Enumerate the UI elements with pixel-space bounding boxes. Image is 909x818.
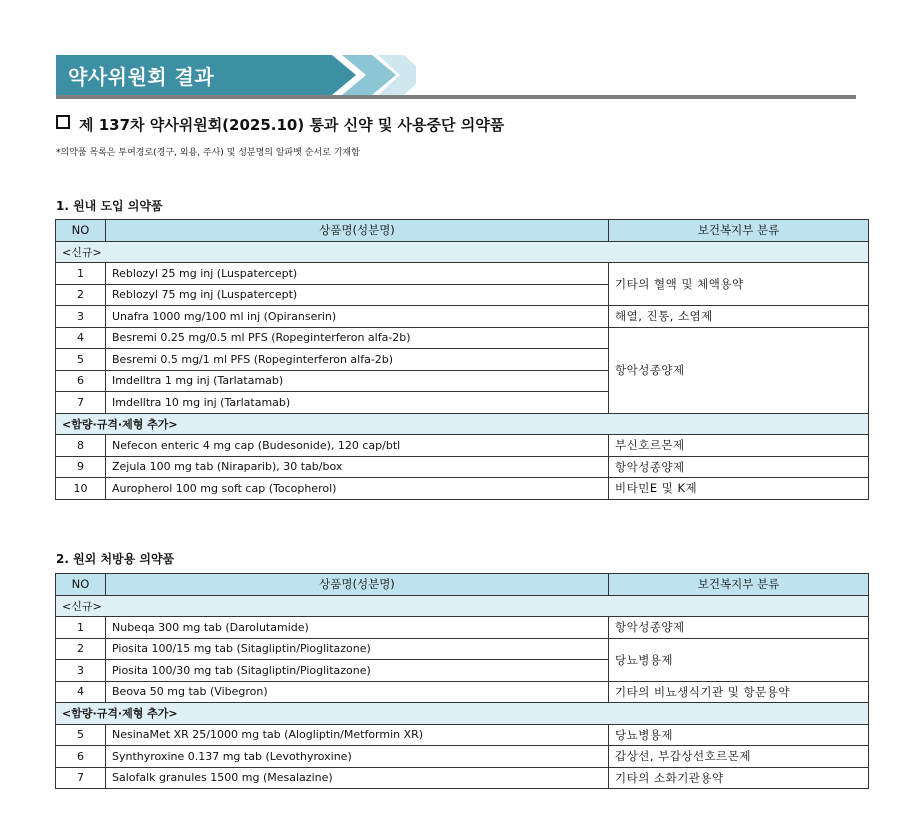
table-row [56, 327, 869, 349]
row-product: Imdelltra 1 mg inj (Tarlatamab) [106, 370, 609, 392]
table-row [56, 767, 869, 789]
row-no: 2 [56, 638, 106, 660]
row-classification: 항악성종양제 [609, 456, 869, 478]
row-product: Auropherol 100 mg soft cap (Tocopherol) [106, 478, 609, 500]
table-header-row [56, 220, 869, 242]
table-row [56, 617, 869, 639]
page-note: *의약품 목록은 투여경로(경구, 외용, 주사) 및 성분명의 알파벳 순서로 기재함 [56, 148, 360, 158]
row-no: 7 [56, 767, 106, 789]
row-no: 5 [56, 349, 106, 371]
header-no: NO [56, 574, 106, 596]
header-product: 상품명(성분명) [106, 220, 609, 242]
row-classification: 기타의 소화기관용약 [609, 767, 869, 789]
table-row [56, 456, 869, 478]
row-classification: 당뇨병용제 [609, 638, 869, 681]
row-no: 2 [56, 284, 106, 306]
row-product: Piosita 100/15 mg tab (Sitagliptin/Pioglitazone) [106, 638, 609, 660]
row-classification: 항악성종양제 [609, 327, 869, 413]
section1-table [55, 219, 869, 500]
header-classification: 보건복지부 분류 [609, 574, 869, 596]
row-product: Besremi 0.5 mg/1 ml PFS (Ropeginterferon alfa-2b) [106, 349, 609, 371]
row-no: 3 [56, 306, 106, 328]
group-label: <함량·규격·제형 추가> [56, 413, 869, 435]
banner-title: 약사위원회 결과 [68, 65, 215, 89]
section2-title: 2. 원외 처방용 의약품 [56, 552, 175, 566]
page-heading-text: 제 137차 약사위원회(2025.10) 통과 신약 및 사용중단 의약품 [79, 116, 505, 134]
row-no: 6 [56, 746, 106, 768]
row-classification: 기타의 비뇨생식기관 및 항문용약 [609, 681, 869, 703]
page-heading [56, 114, 504, 135]
row-product: Besremi 0.25 mg/0.5 ml PFS (Ropeginterferon alfa-2b) [106, 327, 609, 349]
row-product: Reblozyl 25 mg inj (Luspatercept) [106, 263, 609, 285]
row-no: 3 [56, 660, 106, 682]
row-product: Beova 50 mg tab (Vibegron) [106, 681, 609, 703]
row-product: Unafra 1000 mg/100 ml inj (Opiranserin) [106, 306, 609, 328]
table-row [56, 306, 869, 328]
table-header-row [56, 574, 869, 596]
table-row [56, 478, 869, 500]
row-no: 7 [56, 392, 106, 414]
row-product: Piosita 100/30 mg tab (Sitagliptin/Pioglitazone) [106, 660, 609, 682]
row-classification: 기타의 혈액 및 체액용약 [609, 263, 869, 306]
row-product: Nubeqa 300 mg tab (Darolutamide) [106, 617, 609, 639]
row-no: 8 [56, 435, 106, 457]
table-row [56, 681, 869, 703]
row-no: 5 [56, 724, 106, 746]
row-no: 9 [56, 456, 106, 478]
banner-underline [56, 95, 856, 99]
table-row [56, 435, 869, 457]
page-banner [56, 55, 856, 101]
table-row [56, 746, 869, 768]
group-label: <신규> [56, 595, 869, 617]
group-label: <함량·규격·제형 추가> [56, 703, 869, 725]
row-product: Nefecon enteric 4 mg cap (Budesonide), 120 cap/btl [106, 435, 609, 457]
group-label: <신규> [56, 241, 869, 263]
row-product: Salofalk granules 1500 mg (Mesalazine) [106, 767, 609, 789]
row-classification: 비타민E 및 K제 [609, 478, 869, 500]
row-product: Imdelltra 10 mg inj (Tarlatamab) [106, 392, 609, 414]
row-no: 1 [56, 263, 106, 285]
table-row [56, 724, 869, 746]
row-no: 4 [56, 327, 106, 349]
row-no: 1 [56, 617, 106, 639]
table-row [56, 638, 869, 660]
row-classification: 갑상선, 부갑상선호르몬제 [609, 746, 869, 768]
row-no: 6 [56, 370, 106, 392]
row-classification: 해열, 진통, 소염제 [609, 306, 869, 328]
header-no: NO [56, 220, 106, 242]
table-row [56, 263, 869, 285]
row-no: 10 [56, 478, 106, 500]
checkbox-square-icon [56, 115, 70, 129]
header-product: 상품명(성분명) [106, 574, 609, 596]
section1-title: 1. 원내 도입 의약품 [56, 199, 163, 213]
row-product: NesinaMet XR 25/1000 mg tab (Alogliptin/Metformin XR) [106, 724, 609, 746]
row-classification: 당뇨병용제 [609, 724, 869, 746]
row-product: Synthyroxine 0.137 mg tab (Levothyroxine) [106, 746, 609, 768]
row-product: Zejula 100 mg tab (Niraparib), 30 tab/box [106, 456, 609, 478]
row-classification: 부신호르몬제 [609, 435, 869, 457]
section2-table [55, 573, 869, 789]
header-classification: 보건복지부 분류 [609, 220, 869, 242]
row-product: Reblozyl 75 mg inj (Luspatercept) [106, 284, 609, 306]
row-no: 4 [56, 681, 106, 703]
row-classification: 항악성종양제 [609, 617, 869, 639]
